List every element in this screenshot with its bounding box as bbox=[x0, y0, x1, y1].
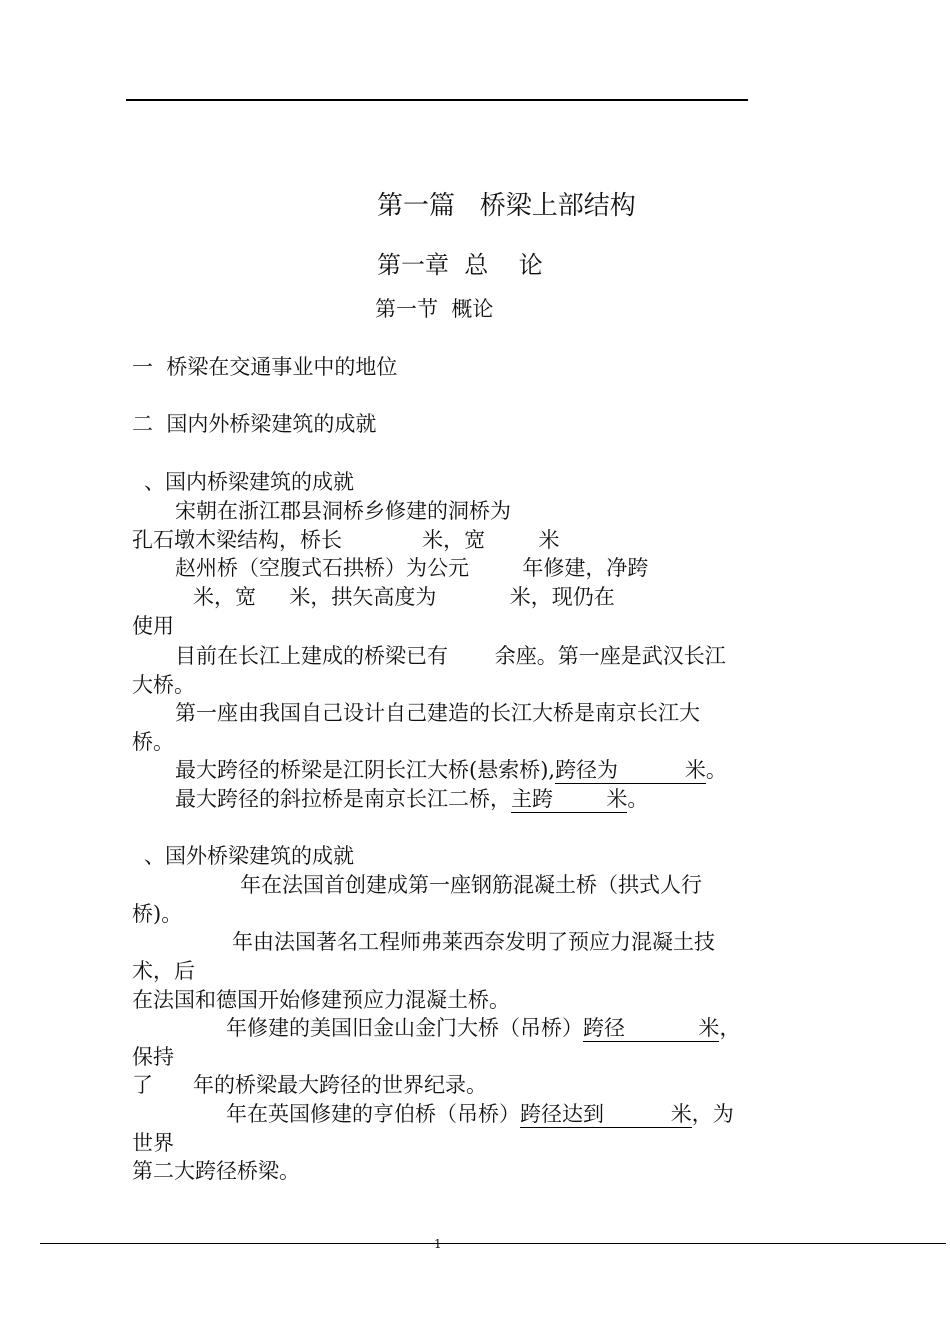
section-title: 第一节 概论 bbox=[375, 297, 494, 321]
text-run: 。 bbox=[627, 787, 649, 811]
paragraph-line: 第一座由我国自己设计自己建造的长江大桥是南京长江大 bbox=[175, 701, 700, 725]
subheading-foreign: 、国外桥梁建筑的成就 bbox=[144, 844, 354, 868]
chapter-title: 第一章 总 论 bbox=[377, 251, 543, 279]
underlined-blank: 跨径为 米 bbox=[555, 758, 706, 782]
paragraph-line: 桥)。 bbox=[132, 902, 183, 926]
underlined-blank: 跨径达到 米 bbox=[520, 1102, 692, 1126]
paragraph-line bbox=[175, 789, 648, 810]
paragraph-line: 年由法国著名工程师弗莱西奈发明了预应力混凝土技 bbox=[232, 930, 715, 954]
paragraph-line: 赵州桥（空腹式石拱桥）为公元 年修建，净跨 bbox=[175, 556, 649, 580]
text-run: 年修建的美国旧金山金门大桥（吊桥） bbox=[226, 1016, 583, 1040]
part-title: 第一篇 桥梁上部结构 bbox=[377, 191, 636, 221]
paragraph-line: 年在法国首创建成第一座钢筋混凝土桥（拱式人行 bbox=[240, 873, 702, 897]
paragraph-line: 大桥。 bbox=[132, 673, 195, 697]
paragraph-line: 使用 bbox=[132, 614, 174, 638]
heading-2: 二 国内外桥梁建筑的成就 bbox=[132, 412, 377, 436]
text-run: ，为 bbox=[691, 1102, 734, 1126]
text-run: 。 bbox=[705, 758, 727, 782]
paragraph-line: 世界 bbox=[132, 1131, 174, 1155]
underlined-blank: 主跨 米 bbox=[511, 787, 628, 811]
footer-rule bbox=[40, 1243, 946, 1244]
paragraph-line: 目前在长江上建成的桥梁已有 余座。第一座是武汉长江 bbox=[175, 644, 726, 668]
header-rule bbox=[126, 99, 748, 101]
paragraph-line bbox=[226, 1018, 740, 1039]
paragraph-line: 宋朝在浙江郡县洞桥乡修建的洞桥为 bbox=[175, 499, 511, 523]
text-run: 年在英国修建的亨伯桥（吊桥） bbox=[226, 1102, 520, 1126]
page-number: 1 bbox=[434, 1237, 442, 1251]
paragraph-line: 保持 bbox=[132, 1045, 174, 1069]
heading-1: 一 桥梁在交通事业中的地位 bbox=[132, 355, 398, 379]
paragraph-line: 第二大跨径桥梁。 bbox=[132, 1159, 300, 1183]
text-run: 最大跨径的桥梁是江阴长江大桥(悬索桥), bbox=[175, 758, 556, 782]
paragraph-line bbox=[175, 760, 727, 781]
text-run: 最大跨径的斜拉桥是南京长江二桥， bbox=[175, 787, 511, 811]
paragraph-line: 了 年的桥梁最大跨径的世界纪录。 bbox=[132, 1073, 488, 1097]
paragraph-line: 孔石墩木梁结构，桥长 米，宽 米 bbox=[132, 528, 560, 552]
subheading-domestic: 、国内桥梁建筑的成就 bbox=[144, 470, 354, 494]
paragraph-line: 在法国和德国开始修建预应力混凝土桥。 bbox=[132, 988, 510, 1012]
paragraph-line bbox=[226, 1104, 734, 1125]
underlined-blank: 跨径 米 bbox=[583, 1016, 720, 1040]
paragraph-line: 术，后 bbox=[132, 959, 195, 983]
paragraph-line: 桥。 bbox=[132, 730, 174, 754]
paragraph-line: 米，宽 米，拱矢高度为 米，现仍在 bbox=[193, 585, 615, 609]
text-run: ， bbox=[719, 1016, 741, 1040]
